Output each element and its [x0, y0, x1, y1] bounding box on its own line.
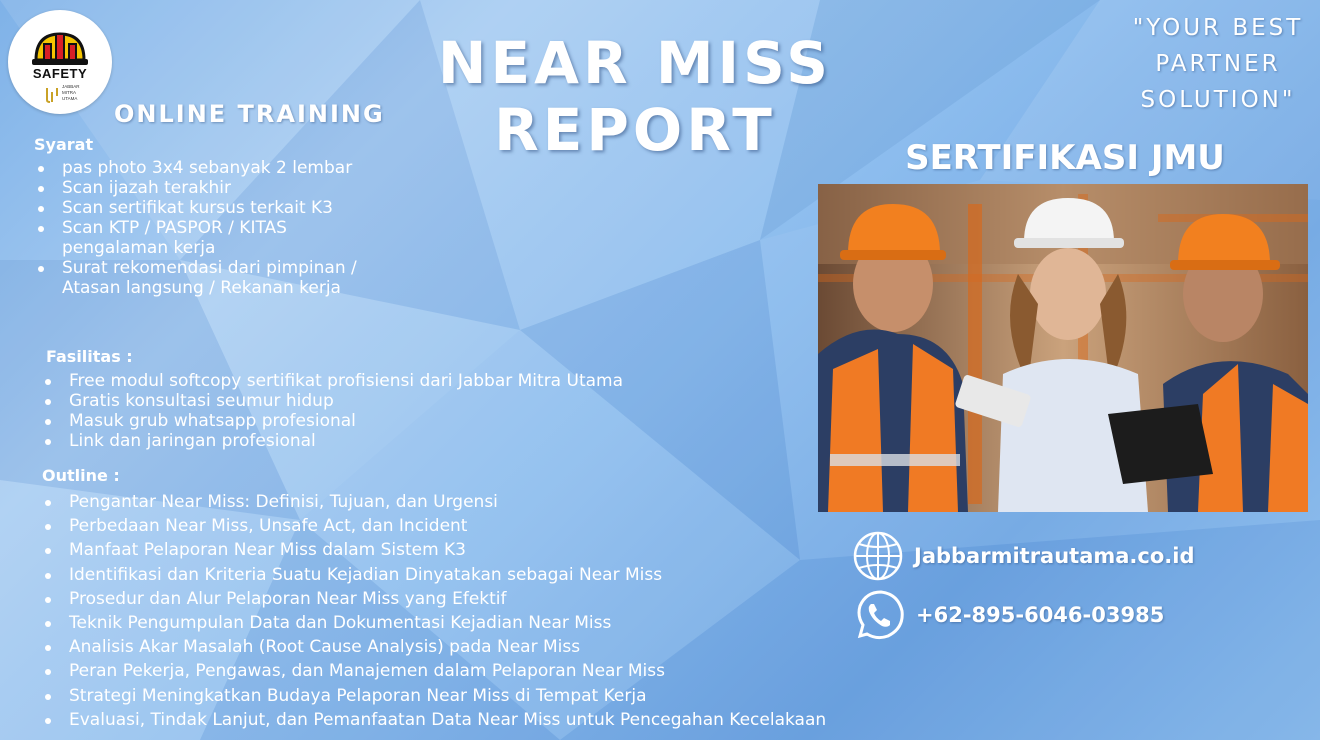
- training-subtitle: ONLINE TRAINING: [114, 100, 385, 128]
- list-item: Analisis Akar Masalah (Root Cause Analysis) pada Near Miss: [41, 635, 961, 659]
- tagline-line: SOLUTION": [1140, 87, 1296, 113]
- list-item: Gratis konsultasi seumur hidup: [41, 391, 761, 411]
- safety-logo: [8, 10, 112, 114]
- certification-heading: SERTIFIKASI JMU: [905, 138, 1225, 178]
- logo-company-line: UTAMA: [62, 96, 78, 101]
- requirements-label: Syarat: [34, 135, 94, 154]
- logo-word: SAFETY: [32, 66, 88, 81]
- list-item: Masuk grub whatsapp profesional: [41, 411, 761, 431]
- page-title-line1: NEAR MISS: [437, 29, 833, 97]
- website-contact[interactable]: [852, 530, 1195, 582]
- list-item: Link dan jaringan profesional: [41, 431, 761, 451]
- facilities-label: Fasilitas :: [46, 347, 133, 366]
- facilities-list: [41, 371, 761, 451]
- list-item: Evaluasi, Tindak Lanjut, dan Pemanfaatan Data Near Miss untuk Pencegahan Kecelakaan: [41, 708, 961, 732]
- workers-photo: [818, 184, 1308, 512]
- tagline-line: "YOUR BEST: [1132, 15, 1304, 41]
- logo-company-line: JABBAR: [62, 84, 80, 89]
- phone-contact[interactable]: [852, 588, 1164, 642]
- list-item: Scan sertifikat kursus terkait K3: [34, 198, 374, 218]
- hardhat-logo-icon: [30, 28, 90, 68]
- logo-company-name: [62, 84, 102, 102]
- globe-icon: [852, 530, 904, 582]
- outline-label: Outline :: [42, 466, 120, 485]
- list-item: Pengantar Near Miss: Definisi, Tujuan, dan Urgensi: [41, 490, 961, 514]
- tagline: [1118, 10, 1318, 118]
- list-item: Scan ijazah terakhir: [34, 178, 374, 198]
- list-item: Peran Pekerja, Pengawas, dan Manajemen dalam Pelaporan Near Miss: [41, 659, 961, 683]
- outline-list: [41, 490, 961, 732]
- list-item: Teknik Pengumpulan Data dan Dokumentasi Kejadian Near Miss: [41, 611, 961, 635]
- logo-company-line: MITRA: [62, 90, 76, 95]
- phone-number[interactable]: +62-895-6046-03985: [916, 603, 1165, 627]
- requirements-list: [34, 158, 374, 298]
- list-item: Scan KTP / PASPOR / KITAS pengalaman kerja: [34, 218, 374, 258]
- tagline-line: PARTNER: [1155, 51, 1281, 77]
- list-item: pas photo 3x4 sebanyak 2 lembar: [34, 158, 374, 178]
- list-item: Perbedaan Near Miss, Unsafe Act, dan Incident: [41, 514, 961, 538]
- list-item: Strategi Meningkatkan Budaya Pelaporan Near Miss di Tempat Kerja: [41, 684, 961, 708]
- whatsapp-icon: [852, 588, 906, 642]
- list-item: Prosedur dan Alur Pelaporan Near Miss yang Efektif: [41, 587, 961, 611]
- list-item: Free modul softcopy sertifikat profisiensi dari Jabbar Mitra Utama: [41, 371, 761, 391]
- list-item: Identifikasi dan Kriteria Suatu Kejadian Dinyatakan sebagai Near Miss: [41, 563, 961, 587]
- list-item: Manfaat Pelaporan Near Miss dalam Sistem K3: [41, 538, 961, 562]
- page-title-line2: REPORT: [494, 96, 776, 164]
- website-link[interactable]: Jabbarmitrautama.co.id: [914, 544, 1195, 568]
- logo-mark-icon: [44, 86, 60, 104]
- list-item: Surat rekomendasi dari pimpinan / Atasan langsung / Rekanan kerja: [34, 258, 374, 298]
